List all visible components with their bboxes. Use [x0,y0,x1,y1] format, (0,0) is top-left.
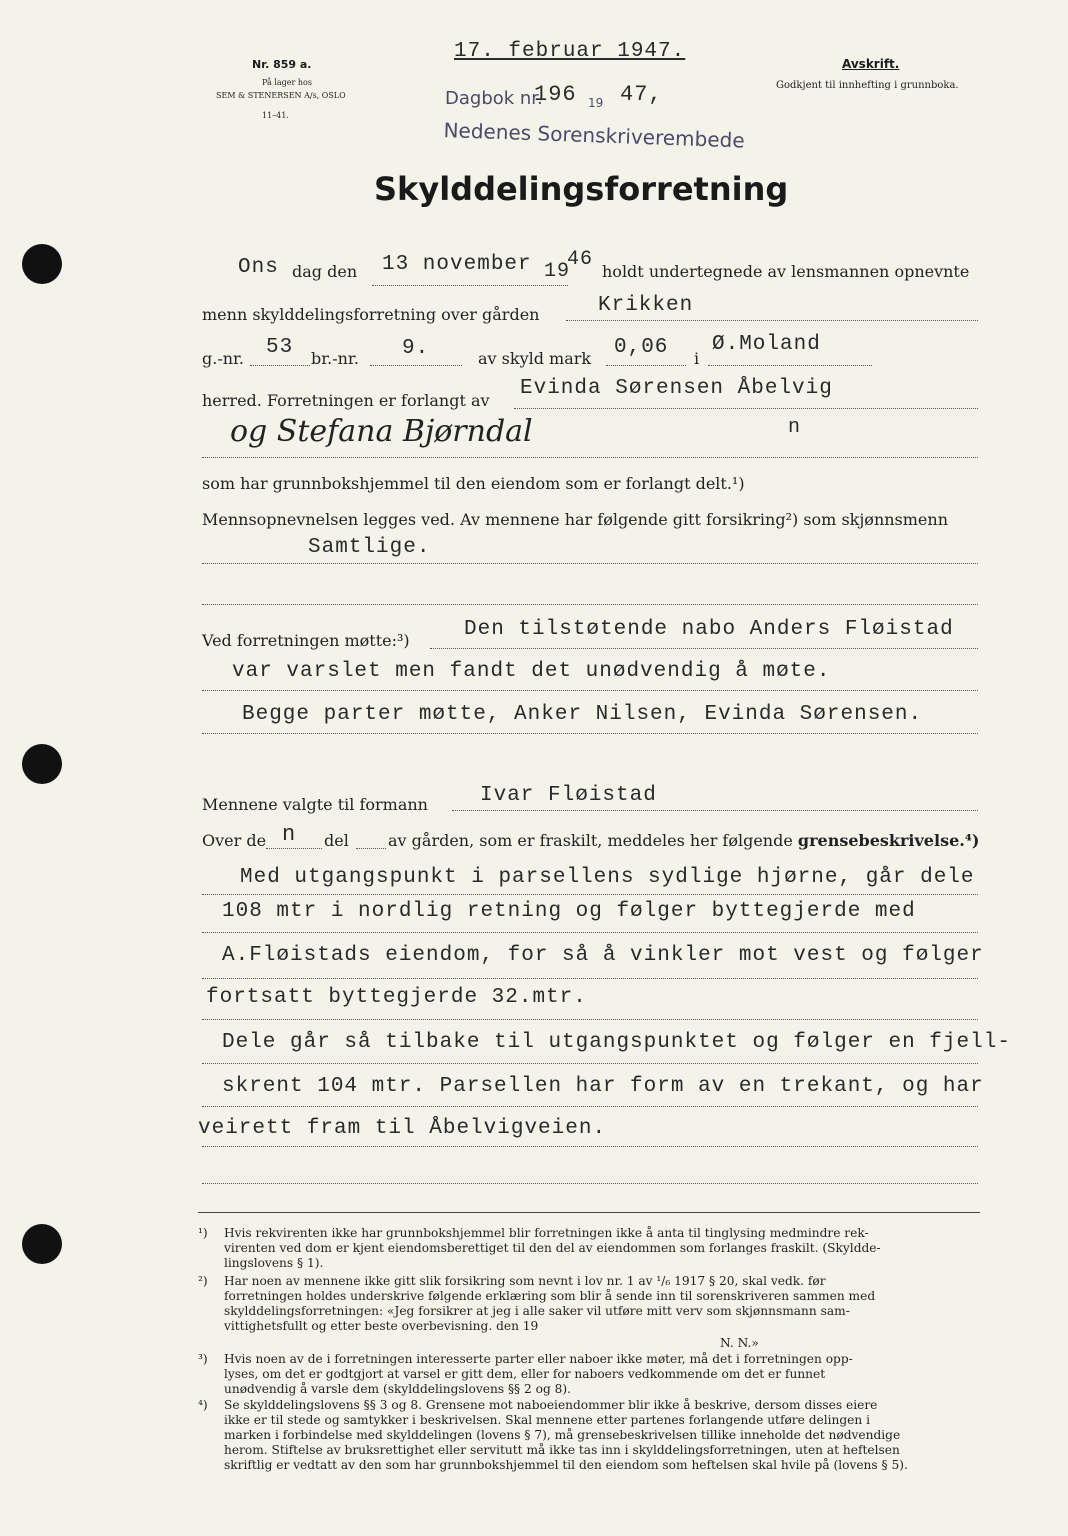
footnote-4 [198,1398,980,1478]
label-chair: Mennene valgte til formann [202,795,428,814]
year-suffix: 46 [567,248,594,271]
footnote-3 [198,1352,980,1400]
boundary-line-7: veirett fram til Åbelvigveien. [198,1117,607,1140]
year-prefix: 19 [544,260,571,283]
punch-hole-top [22,244,62,284]
weekday: Ons [238,256,279,279]
label-boundary-text: av gården, som er fraskilt, meddeles her følgende [388,831,793,850]
label-boundary-bold: grensebeskrivelse.⁴) [797,831,980,850]
publisher-line-3: 11–41. [262,111,289,120]
copy-note: Godkjent til innhefting i grunnboka. [776,80,959,91]
label-del: del [324,831,349,850]
assurers: Samtlige. [308,536,431,559]
label-title-right: som har grunnbokshjemmel til den eiendom som er forlangt delt.¹) [202,474,745,493]
part-value: n [282,822,297,847]
footnote-3-marker: ³) [198,1352,208,1366]
publisher-line-1: På lager hos [262,78,312,87]
document-date: 17. februar 1947. [454,40,686,63]
label-bnr: br.-nr. [311,349,359,368]
boundary-line-3: A.Fløistads eiendom, for så å vinkler mot vest og følger [222,944,984,967]
footnote-3-text: Hvis noen av de i forretningen interesserte parter eller naboer ikke møter, må det i forretningen opp- lyses, om det er godtgjort at varsel er gitt dem, eller for naboers vedkommende om det er funnet unødvendig å varsle dem (skylddelingslovens §§ 2 og 8). [224,1352,853,1396]
bnr-value: 9. [402,337,430,360]
label-tax: av skyld mark [478,349,592,368]
footnote-2 [198,1274,980,1336]
boundary-line-5: Dele går så tilbake til utgangspunktet og følger en fjell- [222,1031,1011,1054]
attended-line-3: Begge parter møtte, Anker Nilsen, Evinda Sørensen. [242,703,923,726]
requester-1: Evinda Sørensen Åbelvig [520,377,833,400]
gnr-value: 53 [266,336,294,359]
label-day: dag den [292,262,358,281]
label-boundary [388,831,979,850]
journal-number: 196 [534,82,577,107]
boundary-line-4: fortsatt byttegjerde 32.mtr. [206,986,587,1009]
form-number: Nr. 859 a. [252,58,312,71]
punch-hole-bottom [22,1224,62,1264]
journal-year-prefix: 19 [588,96,604,110]
label-over: Over de [202,831,267,850]
requester-2-handwritten: og Stefana Bjørndal [230,414,533,449]
requester-2-mark: n [788,416,802,439]
footnote-1-text: Hvis rekvirenten ikke har grunnbokshjemmel blir forretningen ikke å anta til tinglysing medmindre rek- virenten ved dom er kjent eiendomsberettiget til den del av eiendommen som forlanges fraskilt. (Skyldde- lingslovens § 1). [224,1226,881,1270]
boundary-line-2: 108 mtr i nordlig retning og følger byttegjerde med [222,900,916,923]
label-in: i [694,349,700,368]
footnote-4-text: Se skylddelingslovens §§ 3 og 8. Grensene mot naboeiendommer blir ikke å beskrive, dersom disses eiere ikke er til stede og samtykker i beskrivelsen. Skal mennene etter partenes forlangende utføre delingen i marken i forbindelse med skylddelingen (lovens § 7), må grensebeskrivelsen tillike inneholde det nødvendige herom. Stiftelse av bruksrettighet eller servitutt må ikke tas inn i skylddelingsforretningen, uten at heftelsen skriftlig er vedtatt av den som har grunnbokshjemmel til den eiendom som heftelsen skal hvile på (lovens § 5). [224,1398,908,1472]
footnote-1-marker: ¹) [198,1226,208,1240]
footnote-2-text: Har noen av mennene ikke gitt slik forsikring som nevnt i lov nr. 1 av ¹/₆ 1917 § 20, skal vedk. før forretningen holdes underskrive følgende erklæring som blir å sende inn til sorenskriveren sammen med skylddelingsforretningen: «Jeg forsikrer at jeg i alle saker vil utføre mitt verv som skjønnsmann sam- vittighetsfullt og etter beste overbevisning. den 19 [224,1274,876,1333]
publisher-line-2: SEM & STENERSEN A/s, OSLO [216,91,346,100]
journal-year: 47, [620,82,663,107]
date-held: 13 november [382,253,532,276]
footnote-4-marker: ⁴) [198,1398,208,1412]
document-title: Skylddelingsforretning [374,170,789,208]
office-stamp: Nedenes Sorenskriverembede [443,118,746,153]
boundary-line-6: skrent 104 mtr. Parsellen har form av en trekant, og har [222,1075,984,1098]
farm-name: Krikken [598,294,694,317]
copy-title: Avskrift. [842,57,900,71]
footnote-1 [198,1226,980,1274]
footnote-2-signature-text: N. N.» [720,1336,759,1350]
footnote-2-signature [198,1336,980,1352]
municipality: Ø.Moland [712,333,821,356]
label-appointment: Mennsopnevnelsen legges ved. Av mennene har følgende gitt forsikring²) som skjønnsmenn [202,510,949,529]
journal-label: Dagbok nr. [445,88,543,109]
footnote-rule [198,1212,980,1213]
boundary-line-1: Med utgangspunkt i parsellens sydlige hjørne, går dele [240,866,975,889]
tax-value: 0,06 [614,336,669,359]
attended-line-1: Den tilstøtende nabo Anders Fløistad [464,618,954,641]
punch-hole-middle [22,744,62,784]
label-gnr: g.-nr. [202,349,245,368]
label-held: holdt undertegnede av lensmannen opnevnte [602,262,970,281]
label-requested: herred. Forretningen er forlangt av [202,391,490,410]
attended-line-2: var varslet men fandt det unødvendig å møte. [232,660,831,683]
label-farm: menn skylddelingsforretning over gården [202,305,540,324]
label-attended: Ved forretningen møtte:³) [202,631,410,650]
chair-name: Ivar Fløistad [480,784,657,807]
footnote-2-marker: ²) [198,1274,208,1288]
